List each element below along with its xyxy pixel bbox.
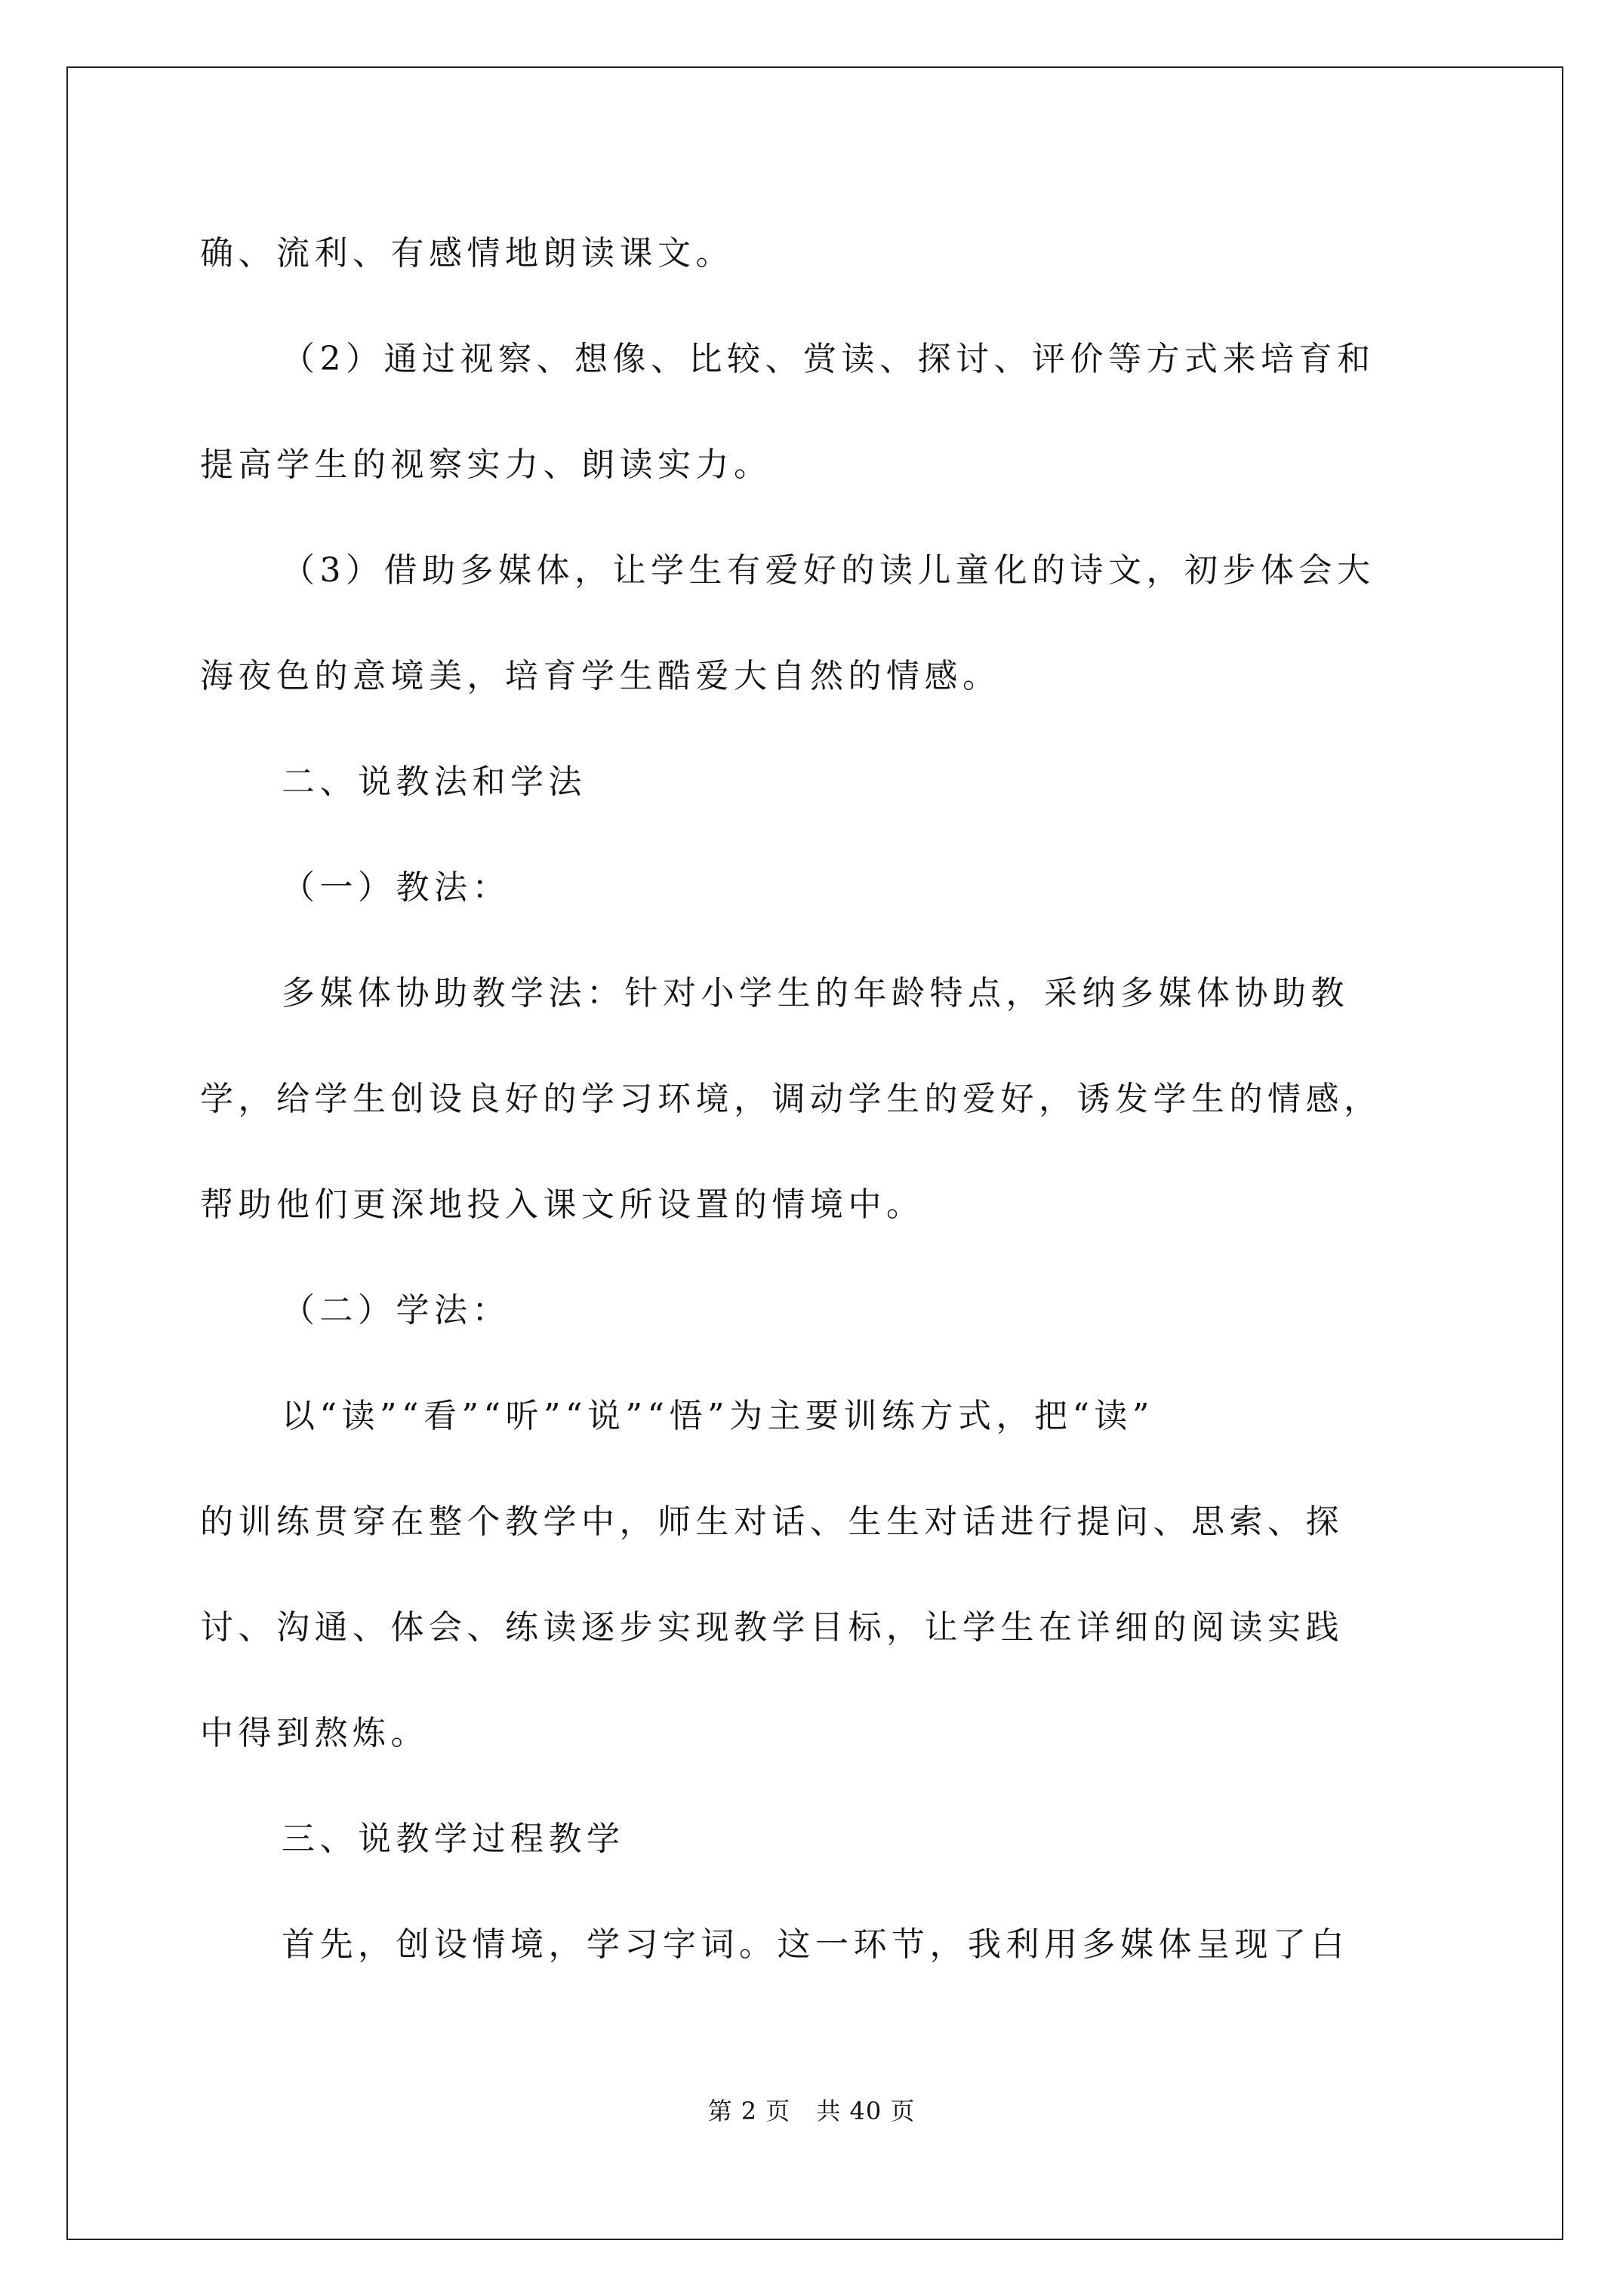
section-heading: 三、说教学过程教学 xyxy=(282,1820,625,1858)
body-line: 确、流利、有感情地朗读课文。 xyxy=(200,234,734,273)
body-line: （3）借助多媒体，让学生有爱好的读儿童化的诗文，初步体会大 xyxy=(282,551,1375,590)
body-line: 首先，创设情境，学习字词。这一环节，我利用多媒体呈现了白 xyxy=(282,1925,1349,1964)
body-line: 中得到熬炼。 xyxy=(200,1714,429,1752)
subsection-heading: （二）学法： xyxy=(282,1291,510,1330)
page-border xyxy=(66,66,1563,2240)
body-line: 提高学生的视察实力、朗读实力。 xyxy=(200,445,772,484)
page-total: 共 40 页 xyxy=(816,2097,916,2125)
page-footer xyxy=(0,2096,1623,2126)
body-line: 多媒体协助教学法：针对小学生的年龄特点，采纳多媒体协助教 xyxy=(282,974,1349,1012)
body-line: 帮助他们更深地投入课文所设置的情境中。 xyxy=(200,1185,925,1224)
body-line: 讨、沟通、体会、练读逐步实现教学目标，让学生在详细的阅读实践 xyxy=(200,1608,1344,1647)
subsection-heading: （一）教法： xyxy=(282,868,510,907)
body-line: 的训练贯穿在整个教学中，师生对话、生生对话进行提问、思索、探 xyxy=(200,1502,1344,1541)
body-line: （2）通过视察、想像、比较、赏读、探讨、评价等方式来培育和 xyxy=(282,340,1375,378)
page-number: 第 2 页 xyxy=(707,2097,791,2125)
body-line: 学，给学生创设良好的学习环境，调动学生的爱好，诱发学生的情感， xyxy=(200,1080,1382,1118)
section-heading: 二、说教法和学法 xyxy=(282,763,587,801)
body-line: 以“读”“看”“听”“说”“悟”为主要训练方式，把“读” xyxy=(282,1397,1154,1435)
body-line: 海夜色的意境美，培育学生酷爱大自然的情感。 xyxy=(200,657,1001,695)
